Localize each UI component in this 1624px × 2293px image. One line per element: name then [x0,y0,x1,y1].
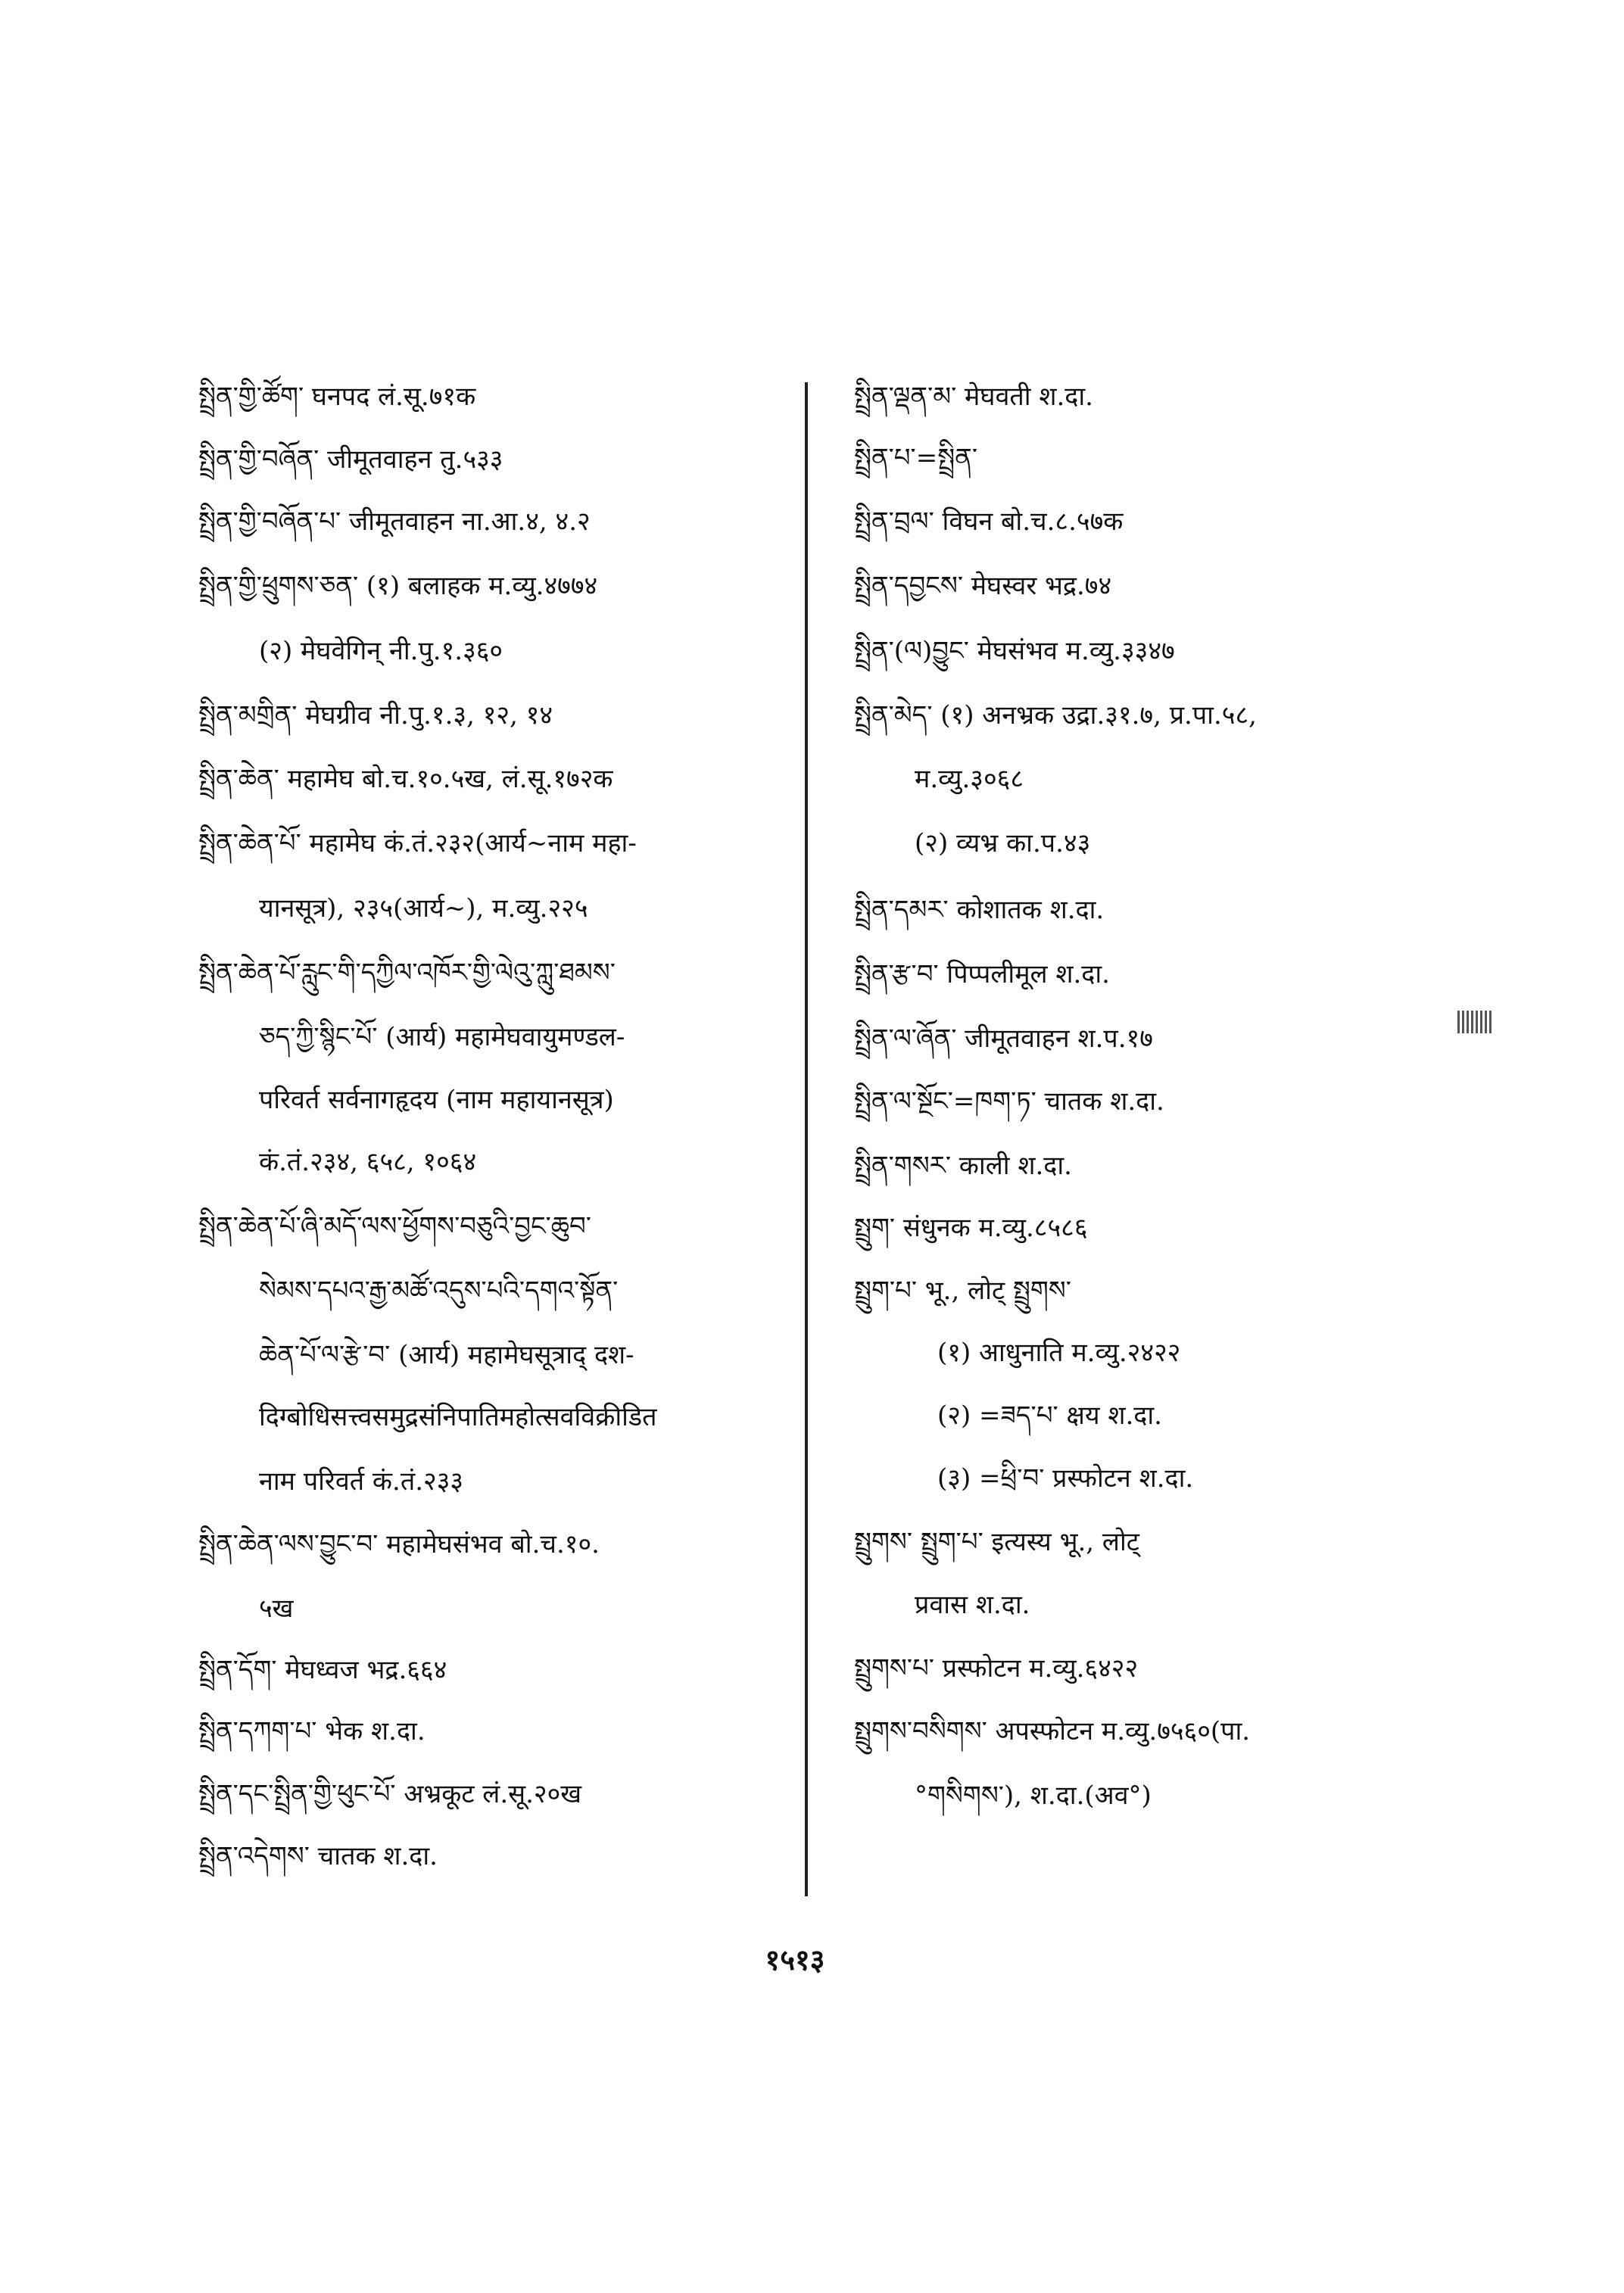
margin-tick-marks [1457,1011,1492,1033]
dictionary-entry-line: སྤྲིན་དོག་ मेघध्वज भद्र.६६४ [198,1655,447,1685]
dictionary-entry-line: སྤྲིན་པ་=སྤྲིན་ [854,443,977,473]
dictionary-entry-line: (२) व्यभ्र का.प.४३ [915,828,1091,858]
dictionary-entry-line: སྤྲིན་དབྱངས་ मेघस्वर भद्र.७४ [854,571,1112,601]
dictionary-entry-line: སྤྲིན་ལྡན་མ་ मेघवती श.दा. [854,382,1093,412]
dictionary-entry-line: སྤྲིན་འདེགས་ चातक श.दा. [198,1841,438,1871]
dictionary-entry-line: སྤྲིན་བྲལ་ विघन बो.च.८.५७क [854,506,1124,537]
dictionary-entry-line: (३) =ཕྲི་བ་ प्रस्फोटन श.दा. [937,1463,1194,1494]
dictionary-entry-line: སྤྲུགས་ སྤྲུག་པ་ इत्यस्य भू., लोट् [854,1527,1139,1557]
dictionary-entry-line: སྤྲིན་ལ་ཞོན་ जीमूतवाहन श.प.१७ [854,1023,1153,1054]
dictionary-entry-line: སྤྲིན་གྱི་བཞོན་པ་ जीमूतवाहन ना.आ.४, ४.२ [198,506,591,537]
dictionary-entry-line: (२) =ཟད་པ་ क्षय श.दा. [937,1400,1162,1431]
dictionary-entry-line: སྤྲིན་རྩ་བ་ पिप्पलीमूल श.दा. [854,959,1110,989]
dictionary-entry-line: ཅད་ཀྱི་སྙིང་པོ་ (आर्य) महामेघवायुमण्डल- [259,1022,625,1052]
dictionary-entry-line: སྤྲིན་ཆེན་པོ་ महामेघ कं.तं.२३२(आर्य~नाम महा- [198,828,637,858]
dictionary-entry-line: སྤྲིན་དམར་ कोशातक श.दा. [854,895,1105,925]
dictionary-entry-line: यानसूत्र), २३५(आर्य~), म.व्यु.२२५ [259,893,588,924]
dictionary-entry-line: སྤྲིན་(ལ)བྱུང་ मेघसंभव म.व्यु.३३४७ [854,636,1175,666]
dictionary-entry-line: སྤྲིན་གྱི་ཕྲུགས་ཅན་ (१) बलाहक म.व्यु.४७७४ [198,571,598,601]
column-divider [805,382,808,1896]
dictionary-entry-line: སྤྲིན་ཆེན་པོ་ཞི་མདོ་ལས་ཕྱོགས་བཅུའི་བྱང་ཆུབ་ [198,1211,591,1242]
dictionary-entry-line: སྤྲིན་དཀག་པ་ भेक श.दा. [198,1716,425,1746]
dictionary-entry-line: སྤྲུགས་པ་ प्रस्फोटन म.व्यु.६४२२ [854,1653,1139,1684]
page-number: १५१३ [765,1943,825,1977]
dictionary-entry-line: म.व्यु.३०६८ [915,764,1024,794]
dictionary-entry-line: སེམས་དཔའ་རྒྱ་མཚོ་འདུས་པའི་དགའ་སྟོན་ [259,1276,619,1306]
dictionary-entry-line: སྤྲིན་མགྲིན་ मेघग्रीव नी.पु.१.३, १२, १४ [198,700,553,731]
dictionary-entry-line: སྤྲིན་ལ་སྔོང་=ཁག་ཏ་ चातक श.दा. [854,1086,1164,1117]
dictionary-entry-line: སྤྲིན་གྱི་ཚོག་ घनपद लं.सू.७१क [198,382,476,412]
dictionary-entry-line: སྤྲིན་ཆེན་ལས་བྱུང་བ་ महामेघसंभव बो.च.१०. [198,1529,600,1559]
dictionary-entry-line: སྤྲུག་པ་ भू., लोट् སྤྲུགས་ [854,1276,1071,1306]
dictionary-entry-line: (१) आधुनाति म.व्यु.२४२२ [937,1338,1181,1368]
dictionary-entry-line: नाम परिवर्त कं.तं.२३३ [259,1466,464,1497]
dictionary-entry-line: སྤྲིན་གསར་ काली श.दा. [854,1151,1072,1181]
dictionary-entry-line: ཆེན་པོ་ལ་རྩེ་བ་ (आर्य) महामेघसूत्राद् दश- [259,1340,634,1370]
dictionary-entry-line: दिग्बोधिसत्त्वसमुद्रसंनिपातिमहोत्सवविक्रीडित [259,1402,657,1432]
dictionary-entry-line: སྤྲིན་ཆེན་ महामेघ बो.च.१०.५ख, लं.सू.१७२क [198,764,613,794]
dictionary-entry-line: °གསིགས་), श.दा.(अव°) [915,1781,1152,1811]
dictionary-entry-line: སྤྲིན་གྱི་བཞོན་ जीमूतवाहन तु.५३३ [198,444,503,475]
dictionary-entry-line: परिवर्त सर्वनागहृदय (नाम महायानसूत्र) [259,1085,614,1115]
dictionary-entry-line: སྤྲུགས་བསིགས་ अपस्फोटन म.व्यु.७५६०(पा. [854,1716,1251,1746]
dictionary-entry-line: སྤྲུག་ संधुनक म.व्यु.८५८६ [854,1213,1088,1243]
dictionary-entry-line: ५ख [259,1594,294,1624]
dictionary-entry-line: སྤྲིན་དང་སྤྲིན་གྱི་ཕུང་པོ་ अभ्रकूट लं.सू.२०ख [198,1779,582,1809]
dictionary-entry-line: (२) मेघवेगिन् नी.पु.१.३६० [259,636,503,666]
dictionary-entry-line: སྤྲིན་མེད་ (१) अनभ्रक उद्रा.३१.७, प्र.पा.५८, [854,700,1257,731]
dictionary-entry-line: कं.तं.२३४, ६५८, १०६४ [259,1147,477,1177]
dictionary-entry-line: प्रवास श.दा. [915,1590,1030,1620]
dictionary-entry-line: སྤྲིན་ཆེན་པོ་རླུང་གི་དཀྱིལ་འཁོར་གྱི་ལེའུ་ཀླུ་ཐམས་ [198,958,616,988]
